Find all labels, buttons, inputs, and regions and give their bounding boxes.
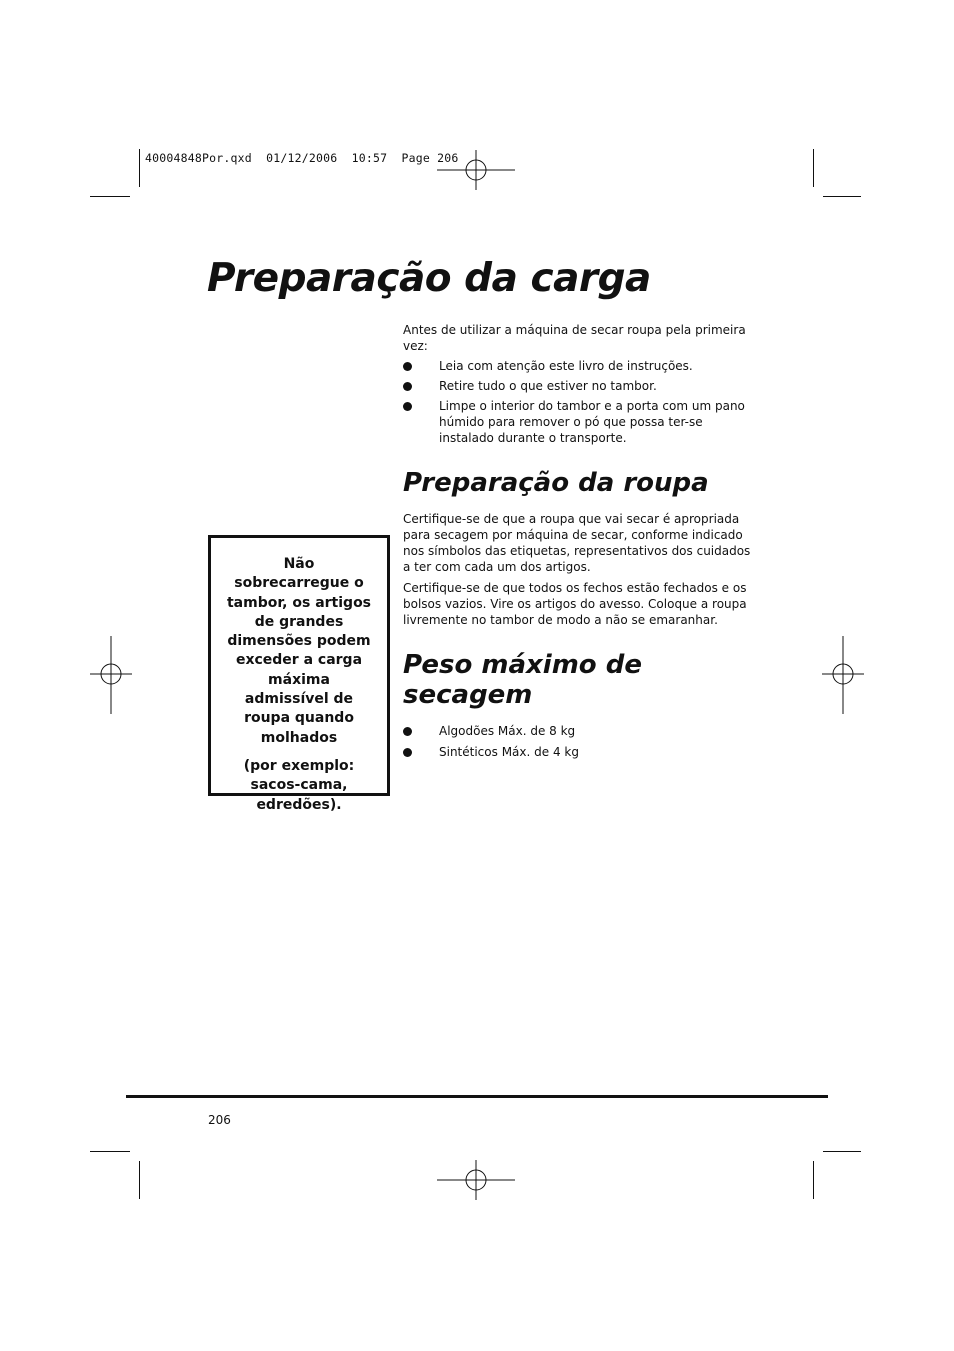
page-number: 206 (208, 1113, 231, 1127)
warning-example: (por exemplo: sacos-cama, edredões). (243, 757, 355, 813)
print-slug: 40004848Por.qxd 01/12/2006 10:57 Page 206 (145, 151, 459, 165)
list-item (403, 744, 753, 760)
crop-mark (139, 149, 140, 187)
crop-mark (90, 1151, 130, 1152)
crop-mark (813, 149, 814, 187)
intro-list (403, 358, 753, 446)
list-item-text: Retire tudo o que estiver no tambor. (439, 379, 657, 393)
list-item (403, 378, 753, 394)
list-item-text: Sintéticos Máx. de 4 kg (439, 745, 579, 759)
section-heading: Preparação da roupa (403, 468, 709, 498)
registration-mark-icon (90, 636, 132, 714)
laundry-preparation-section (403, 468, 753, 628)
crop-mark (139, 1161, 140, 1199)
section-heading: Peso máximo de secagem (403, 650, 642, 710)
list-item (403, 398, 753, 446)
registration-mark-icon (822, 636, 864, 714)
max-load-list (403, 723, 753, 760)
intro-section (403, 322, 753, 446)
paragraph: Certifique-se de que a roupa que vai secar é apropriada para secagem por máquina de secar, conforme indicado nos símbolos das etiquetas, representativos dos cuidados a ter com cada um dos artigos. (403, 512, 751, 574)
list-item-text: Algodões Máx. de 8 kg (439, 724, 576, 738)
bullet-icon (403, 748, 412, 757)
list-item-text: Limpe o interior do tambor e a porta com um pano húmido para remover o pó que possa ter-se instalado durante o transporte. (439, 399, 745, 445)
paragraph: Certifique-se de que todos os fechos estão fechados e os bolsos vazios. Vire os artigos do avesso. Coloque a roupa livremente no tambor de modo a não se emaranhar. (403, 581, 747, 627)
page-title: Preparação da carga (207, 256, 651, 301)
crop-mark (813, 1161, 814, 1199)
bullet-icon (403, 362, 412, 371)
list-item-text: Leia com atenção este livro de instruções. (439, 359, 693, 373)
warning-box (208, 535, 390, 813)
bullet-icon (403, 727, 412, 736)
max-load-section (403, 650, 753, 760)
list-item (403, 723, 753, 739)
crop-mark (823, 196, 861, 197)
bullet-icon (403, 402, 412, 411)
footer-rule (126, 1095, 828, 1098)
bullet-icon (403, 382, 412, 391)
registration-mark-icon (437, 150, 517, 190)
intro-text: Antes de utilizar a máquina de secar roupa pela primeira vez: (403, 323, 746, 353)
list-item (403, 358, 753, 374)
crop-mark (90, 196, 130, 197)
warning-text: Não sobrecarregue o tambor, os artigos de grandes dimensões podem exceder a carga máxima admissível de roupa quando molhados (226, 556, 372, 746)
crop-mark (823, 1151, 861, 1152)
registration-mark-icon (437, 1160, 517, 1200)
